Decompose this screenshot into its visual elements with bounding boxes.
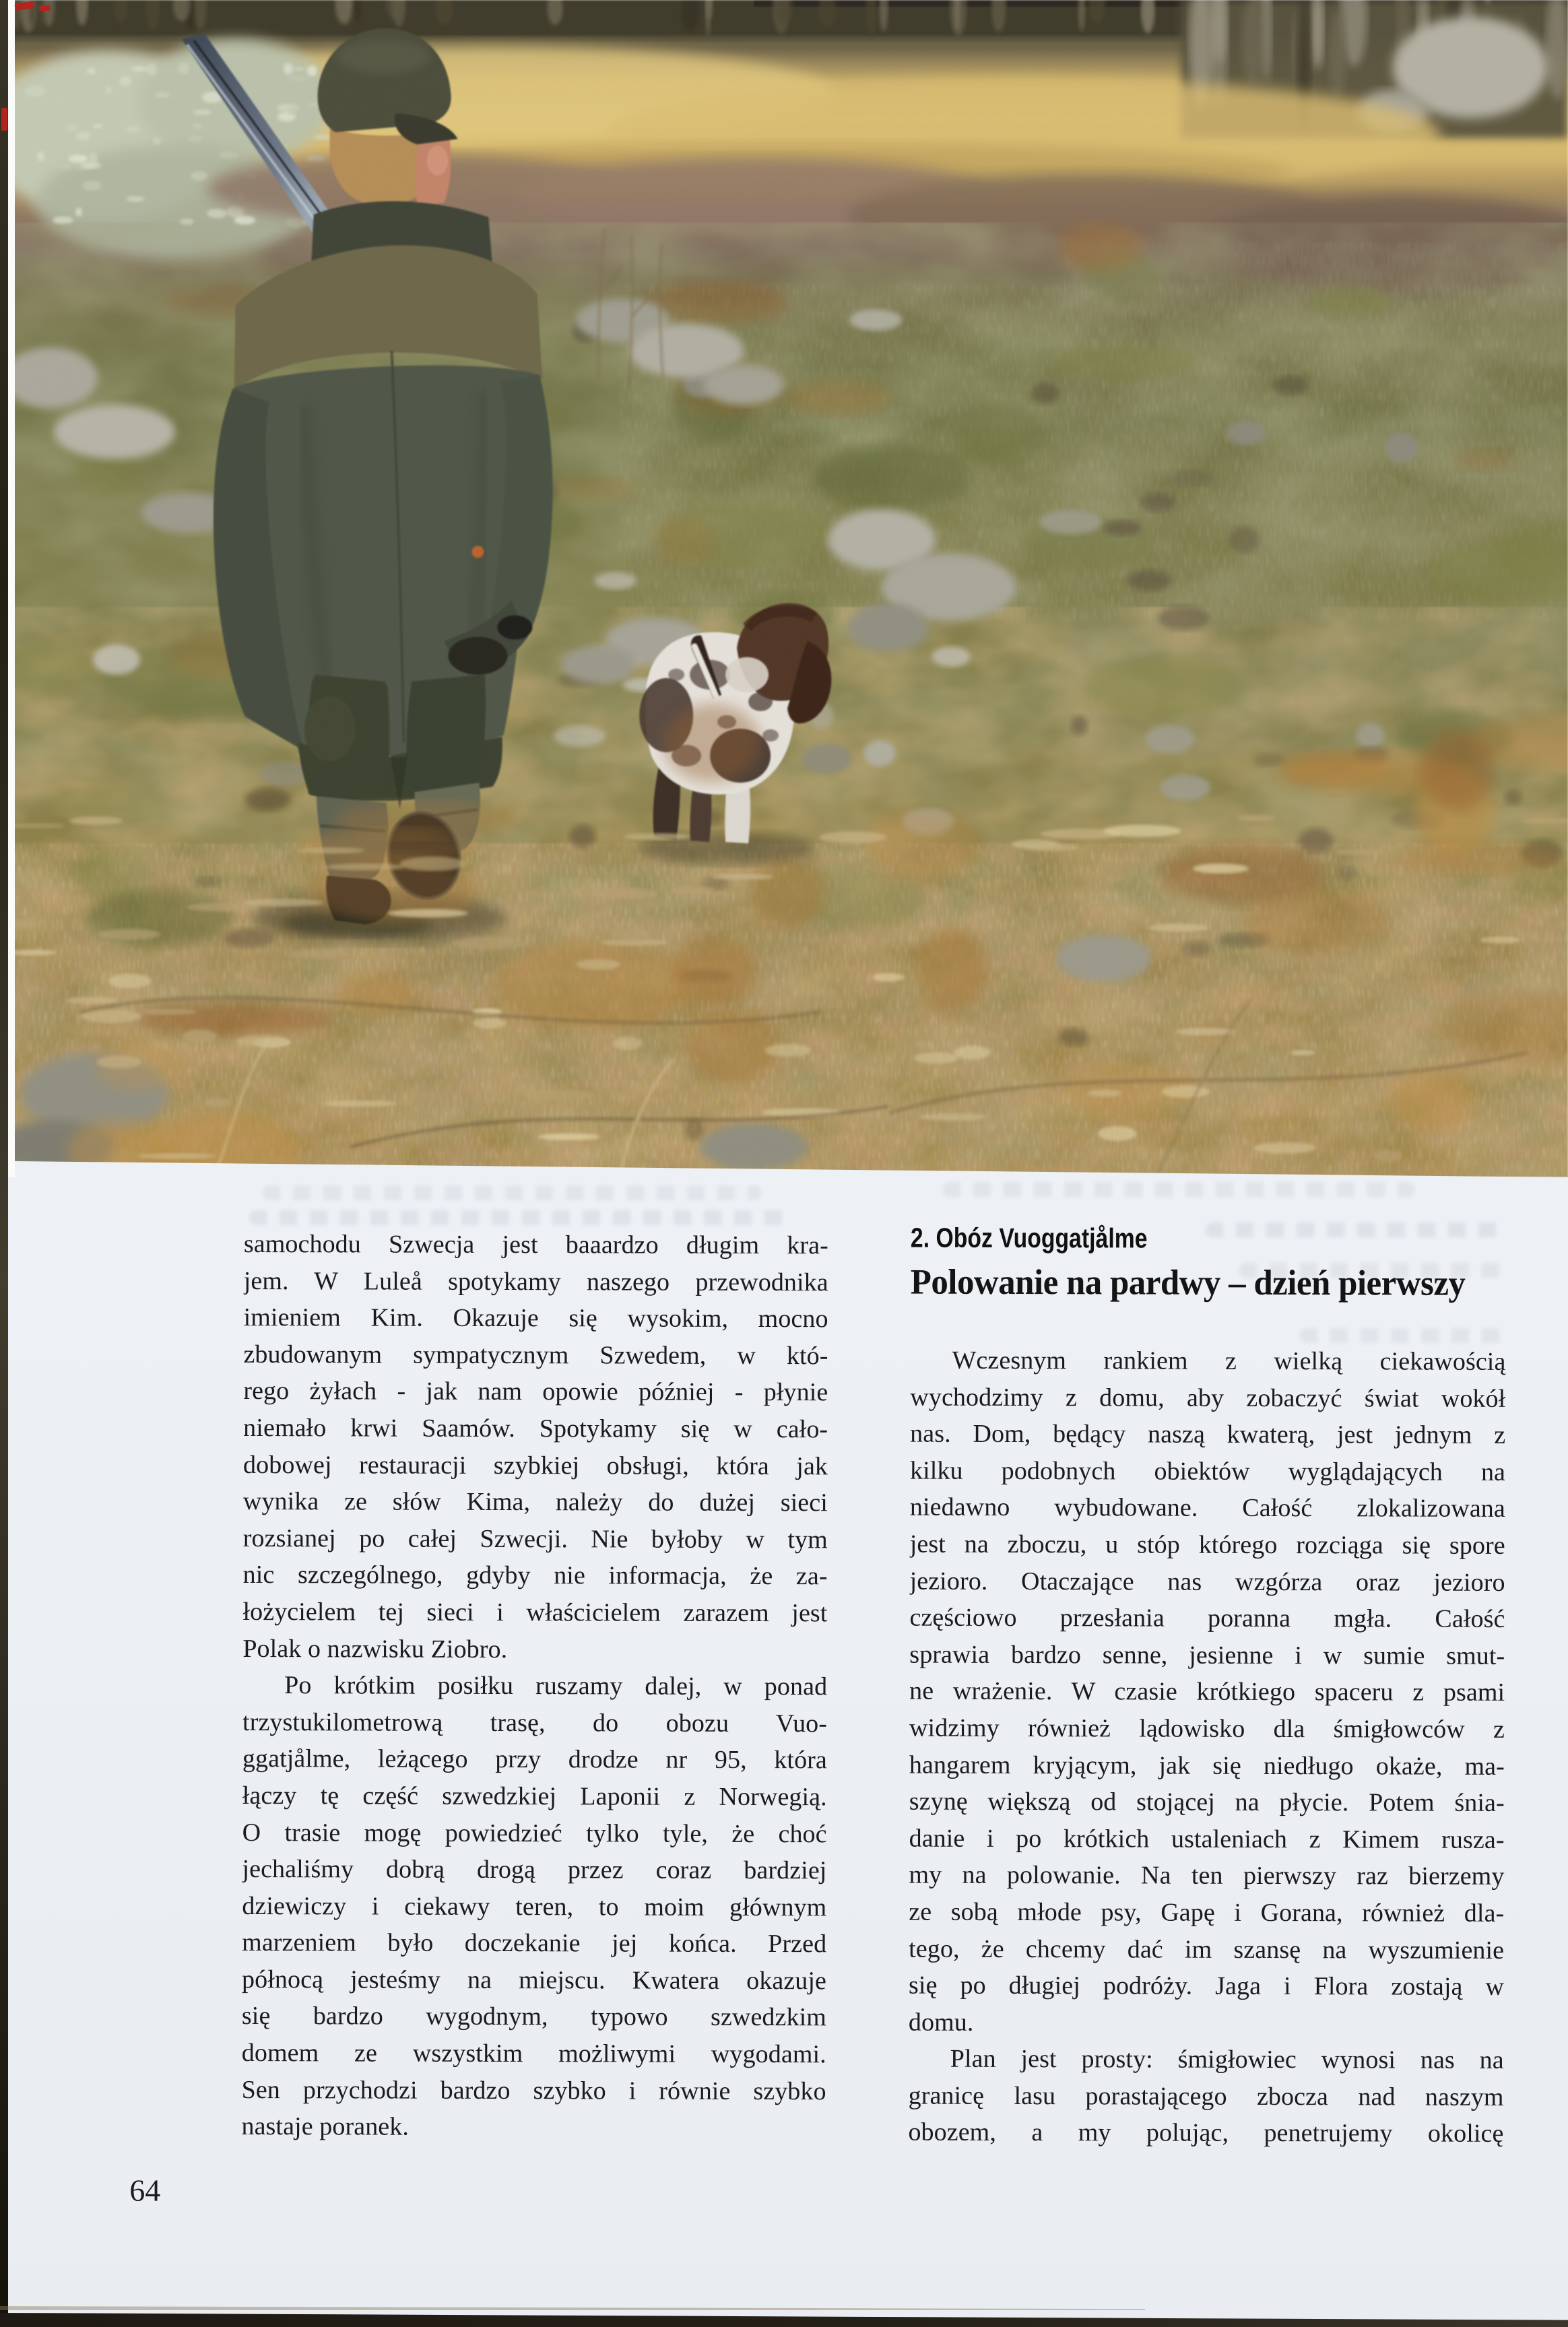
text-line: się bardzo wygodnym, typowo szwedzkim <box>241 2002 826 2032</box>
text-line: dobowej restauracji szybkiej obsługi, która jak <box>243 1450 828 1480</box>
text-line: jem. W Luleå spotykamy naszego przewodnika <box>243 1266 828 1297</box>
text-line: samochodu Szwecja jest baaardzo długim kra- <box>243 1230 828 1260</box>
text-line: się po długiej podróży. Jaga i Flora zostają w <box>908 1971 1505 2002</box>
text-line: dziewiczy i ciekawy teren, to moim głównym <box>242 1891 827 1922</box>
text-line: Sen przychodzi bardzo szybko i równie szybko <box>241 2075 826 2105</box>
page-number: 64 <box>129 2173 161 2208</box>
text-line: granicę lasu porastającego zbocza nad naszym <box>908 2081 1504 2111</box>
text-line: nic szczególnego, gdyby nie informacja, że za- <box>242 1561 828 1591</box>
text-line: sprawia bardzo senne, jesienne i w sumie smut- <box>909 1640 1505 1670</box>
text-line: łożycielem tej sieci i właścicielem zarazem jest <box>242 1597 828 1628</box>
text-line: jechaliśmy dobrą drogą przez coraz bardziej <box>242 1855 827 1885</box>
text-line: domu. <box>908 2008 974 2037</box>
text-line: danie i po krótkich ustaleniach z Kimem rusza- <box>909 1824 1505 1854</box>
text-line: obozem, a my polując, penetrujemy okolicę <box>908 2118 1504 2149</box>
text-line: ggatjålme, leżącego przy drodze nr 95, która <box>242 1744 827 1775</box>
text-line: niemało krwi Saamów. Spotykamy się w cało- <box>243 1413 828 1444</box>
text-line: rozsianej po całej Szwecji. Nie byłoby w tym <box>242 1523 828 1554</box>
text-line: marzeniem było doczekanie jej końca. Przed <box>242 1928 827 1959</box>
text-line: Polak o nazwisku Ziobro. <box>242 1634 508 1664</box>
text-line: ne wrażenie. W czasie krótkiego spaceru z psami <box>909 1676 1505 1707</box>
text-line: szynę większą od stojącej na płycie. Potem śnia- <box>909 1787 1505 1818</box>
text-line: widzimy również lądowisko dla śmigłowców z <box>909 1713 1505 1744</box>
text-line: zbudowanym sympatycznym Szwedem, w któ- <box>243 1340 828 1371</box>
text-line: jest na zboczu, u stóp którego rozciąga się spore <box>909 1530 1505 1560</box>
section-heading <box>911 1220 1506 1253</box>
text-line: ze sobą młode psy, Gapę i Gorana, również dla- <box>909 1897 1505 1928</box>
section-heading-label: 2. Obóz Vuoggatjålme <box>910 1222 1148 1254</box>
text-line: jezioro. Otaczające nas wzgórza oraz jezioro <box>909 1567 1505 1597</box>
text-line: wynika ze słów Kima, należy do dużej sieci <box>242 1487 828 1517</box>
text-line: niedawno wybudowane. Całość zlokalizowana <box>909 1493 1505 1523</box>
text-line: tego, że chcemy dać im szansę na wyszumienie <box>909 1934 1505 1965</box>
text-line: domem ze wszystkim możliwymi wygodami. <box>241 2039 826 2069</box>
chapter-title-label: Polowanie na pardwy – dzień pierwszy <box>910 1262 1466 1303</box>
text-line: Plan jest prosty: śmigłowiec wynosi nas na <box>950 2045 1504 2075</box>
text-line: częściowo przesłania poranna mgła. Całość <box>909 1603 1505 1634</box>
text-line: kilku podobnych obiektów wyglądających na <box>909 1456 1506 1486</box>
text-line: my na polowanie. Na ten pierwszy raz bierzemy <box>909 1860 1505 1891</box>
text-line: trzystukilometrową trasę, do obozu Vuo- <box>242 1707 828 1738</box>
chapter-title <box>911 1264 1506 1310</box>
text-line: północą jesteśmy na miejscu. Kwatera okazuje <box>242 1965 827 1996</box>
text-line: rego żyłach - jak nam opowie później - płynie <box>243 1377 828 1407</box>
text-line: O trasie mogę powiedzieć tylko tyle, że choć <box>242 1818 827 1848</box>
text-line: hangarem kryjącym, jak się niedługo okaże, ma- <box>909 1750 1505 1781</box>
right-column <box>908 1220 1506 2153</box>
left-column <box>241 1226 828 2146</box>
text-line: Po krótkim posiłku ruszamy dalej, w ponad <box>284 1671 828 1701</box>
text-line: nastaje poranek. <box>241 2112 410 2141</box>
text-line: imieniem Kim. Okazuje się wysokim, mocno <box>243 1303 828 1334</box>
text-line: wychodzimy z domu, aby zobaczyć świat wokół <box>910 1383 1506 1413</box>
text-line: Wczesnym rankiem z wielką ciekawością <box>952 1346 1506 1376</box>
right-column-body <box>908 1342 1505 2153</box>
text-line: łączy tę część szwedzkiej Laponii z Norwegią. <box>242 1781 827 1812</box>
text-line: nas. Dom, będący naszą kwaterą, jest jednym z <box>910 1419 1506 1450</box>
